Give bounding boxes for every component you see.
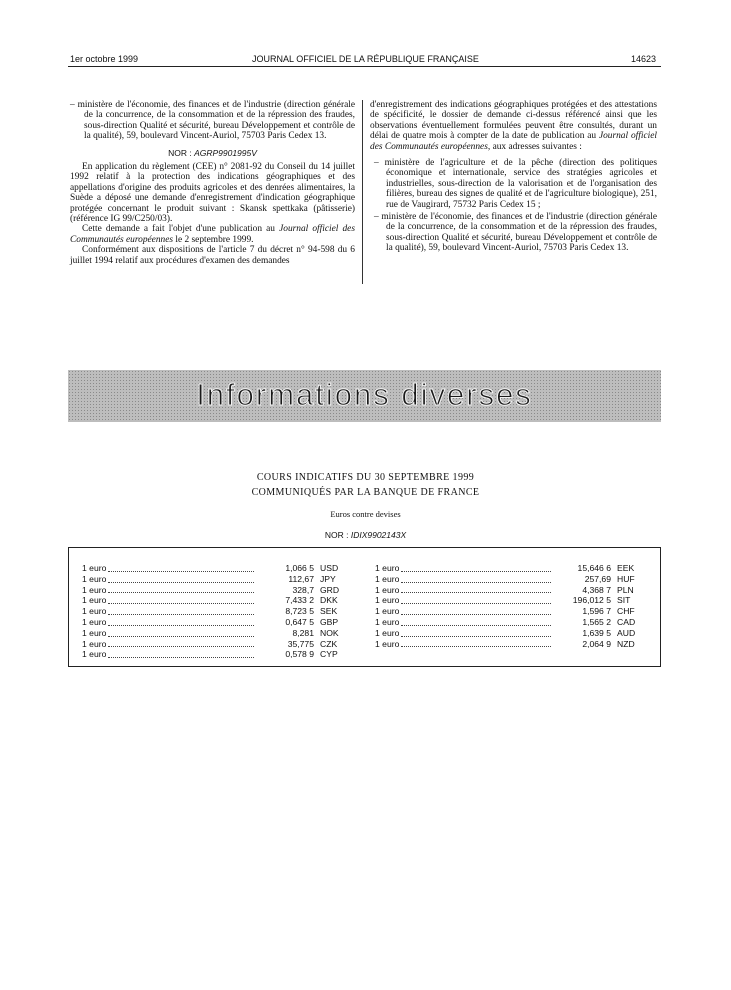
rate-row xyxy=(375,585,647,596)
rate-row xyxy=(82,617,350,628)
rate-value: 8,723 5 xyxy=(285,606,314,617)
header-page-number: 14623 xyxy=(630,54,656,64)
rate-value: 2,064 9 xyxy=(582,638,611,649)
banner-title: Informations diverses xyxy=(196,377,533,412)
rates-nor-label: NOR : xyxy=(324,530,349,540)
rate-value: 1,565 2 xyxy=(582,616,611,627)
rate-value: 8,281 xyxy=(292,627,314,638)
leader-dots xyxy=(108,651,254,658)
section-banner xyxy=(68,370,661,422)
rate-unit: 1 euro xyxy=(375,627,400,638)
rate-row xyxy=(82,595,350,606)
rate-value: 7,433 2 xyxy=(285,595,314,606)
left-nor-label: NOR : xyxy=(168,147,192,158)
left-paragraph-3: Conformément aux dispositions de l'article 7 du décret n° 94-598 du 6 juillet 1994 relatif aux procédures d'examen des demandes xyxy=(70,245,355,266)
rate-row xyxy=(375,595,647,606)
rate-value: 0,647 5 xyxy=(285,616,314,627)
column-divider xyxy=(362,100,363,284)
header-date: 1er octobre 1999 xyxy=(70,54,139,64)
rate-row xyxy=(82,585,350,596)
leader-dots xyxy=(401,640,551,647)
currency-code: HUF xyxy=(617,573,635,584)
rate-unit: 1 euro xyxy=(82,563,107,573)
rates-subtitle: Euros contre devises xyxy=(330,509,401,519)
leader-dots xyxy=(108,586,254,593)
currency-code: JPY xyxy=(320,573,336,584)
rates-title-line-1: COURS INDICATIFS DU 30 SEPTEMBRE 1999 xyxy=(256,472,475,483)
left-paragraph-1: En application du règlement (CEE) n° 2081-92 du Conseil du 14 juillet 1992 relatif à la protection des indications géographiques et des appellations d'origine des produits agricoles et des denrées alimentaires, la Suède a déposé une demande d'enregistrement d'indication géographique protégée concernant le produit suivant : Skansk spettkaka (pâtisserie) (référence IG 99/C250/03). xyxy=(70,162,355,225)
leader-dots xyxy=(108,597,254,604)
currency-code: NZD xyxy=(617,638,635,649)
left-bullet-address: – ministère de l'économie, des finances et de l'industrie (direction générale de la concurrence, de la consommation et de la répression des fraudes, sous-direction Qualité et sécurité, bureau Développement et contrôle de la qualité), 59, boulevard Vincent-Auriol, 75703 Paris Cedex 13. xyxy=(70,100,355,142)
right-paragraph-start: d'enregistrement des indications géographiques protégées et des attestations de spécificité, le dossier de demande ci-dessus référencé ainsi que les observations éventuellement formulées peuvent être consultés, durant un délai de quatre mois à compter de la date de publication au xyxy=(370,100,657,142)
leader-dots xyxy=(401,565,551,572)
left-paragraph-2-start: Cette demande a fait l'objet d'une publication au xyxy=(82,224,280,235)
currency-code: DKK xyxy=(320,595,338,606)
rate-unit: 1 euro xyxy=(375,584,400,595)
currency-code: GRD xyxy=(320,584,340,595)
header-journal-title: JOURNAL OFFICIEL DE LA RÉPUBLIQUE FRANÇAISE xyxy=(252,54,479,64)
rate-unit: 1 euro xyxy=(375,573,400,584)
currency-code: SIT xyxy=(617,595,631,606)
rate-row xyxy=(375,574,647,585)
currency-code: CHF xyxy=(617,606,635,617)
left-paragraph-2-journal: Journal officiel des Communautés européennes xyxy=(70,224,355,245)
rates-nor xyxy=(0,530,731,540)
rate-unit: 1 euro xyxy=(82,573,107,584)
rate-unit: 1 euro xyxy=(82,627,107,638)
rate-unit: 1 euro xyxy=(82,595,107,606)
leader-dots xyxy=(108,619,254,626)
left-nor-code: AGRP9901995V xyxy=(194,147,257,158)
rate-value: 1,066 5 xyxy=(285,563,314,573)
currency-code: CYP xyxy=(320,649,338,660)
rate-unit: 1 euro xyxy=(375,638,400,649)
leader-dots xyxy=(401,586,551,593)
leader-dots xyxy=(108,608,254,615)
rate-unit: 1 euro xyxy=(375,563,400,573)
currency-code: EEK xyxy=(617,563,635,573)
leader-dots xyxy=(108,640,254,647)
rate-value: 1,639 5 xyxy=(582,627,611,638)
leader-dots xyxy=(401,630,551,637)
left-column xyxy=(70,100,355,266)
rate-unit: 1 euro xyxy=(82,649,107,660)
rate-row xyxy=(375,606,647,617)
currency-code: USD xyxy=(320,563,339,573)
rate-unit: 1 euro xyxy=(82,616,107,627)
leader-dots xyxy=(401,597,551,604)
currency-code: CAD xyxy=(617,616,636,627)
left-paragraph-2 xyxy=(70,224,355,245)
rate-value: 257,69 xyxy=(584,573,611,584)
rates-table-left xyxy=(82,563,350,660)
rate-row xyxy=(82,563,350,574)
leader-dots xyxy=(108,576,254,583)
rate-row xyxy=(82,649,350,660)
right-column xyxy=(370,100,657,256)
rate-value: 35,775 xyxy=(287,638,314,649)
right-paragraph-journal: Journal officiel des Communautés européennes, xyxy=(370,131,657,152)
rates-nor-code: IDIX9902143X xyxy=(350,530,407,540)
rate-unit: 1 euro xyxy=(82,638,107,649)
rate-row xyxy=(375,563,647,574)
leader-dots xyxy=(108,630,254,637)
rate-value: 328,7 xyxy=(292,584,314,595)
rate-row xyxy=(375,628,647,639)
right-bullet-agriculture: – ministère de l'agriculture et de la pêche (direction des politiques économique et internationale, service des stratégies agricoles et industrielles, sous-direction de la valorisation et de l'organisation des filières, bureau des signes de qualité et de l'agriculture biologique), 251, rue de Vaugirard, 75732 Paris Cedex 15 ; xyxy=(374,158,657,210)
rate-row xyxy=(375,617,647,628)
rate-row xyxy=(375,639,647,650)
rates-table-right xyxy=(375,563,647,649)
currency-code: GBP xyxy=(320,616,339,627)
rates-title-line-2: COMMUNIQUÉS PAR LA BANQUE DE FRANCE xyxy=(251,487,480,498)
header-rule xyxy=(68,66,661,67)
currency-code: SEK xyxy=(320,606,338,617)
rate-unit: 1 euro xyxy=(82,606,107,617)
leader-dots xyxy=(401,608,551,615)
rate-unit: 1 euro xyxy=(375,616,400,627)
leader-dots xyxy=(401,619,551,626)
leader-dots xyxy=(108,565,254,572)
rate-row xyxy=(82,574,350,585)
currency-code: NOK xyxy=(320,627,339,638)
rate-row xyxy=(82,639,350,650)
rate-unit: 1 euro xyxy=(375,595,400,606)
right-bullet-economie: – ministère de l'économie, des finances et de l'industrie (direction générale de la concurrence, de la consommation et de la répression des fraudes, sous-direction Qualité et sécurité, bureau Développement et contrôle de la qualité), 59, boulevard Vincent-Auriol, 75703 Paris Cedex 13. xyxy=(374,212,657,254)
rate-value: 4,368 7 xyxy=(582,584,611,595)
rate-value: 15,646 6 xyxy=(577,563,611,573)
right-paragraph-end: aux adresses suivantes : xyxy=(490,141,582,152)
rate-row xyxy=(82,628,350,639)
rate-value: 1,596 7 xyxy=(582,606,611,617)
currency-code: PLN xyxy=(617,584,634,595)
rate-value: 196,012 5 xyxy=(572,595,611,606)
rate-value: 112,67 xyxy=(288,573,314,584)
rate-row xyxy=(82,606,350,617)
left-nor xyxy=(70,148,355,158)
currency-code: AUD xyxy=(617,627,636,638)
right-paragraph xyxy=(370,100,657,152)
left-paragraph-2-end: le 2 septembre 1999. xyxy=(173,234,254,245)
rate-unit: 1 euro xyxy=(82,584,107,595)
currency-code: CZK xyxy=(320,638,338,649)
rate-unit: 1 euro xyxy=(375,606,400,617)
leader-dots xyxy=(401,576,551,583)
rate-value: 0,578 9 xyxy=(285,649,314,660)
